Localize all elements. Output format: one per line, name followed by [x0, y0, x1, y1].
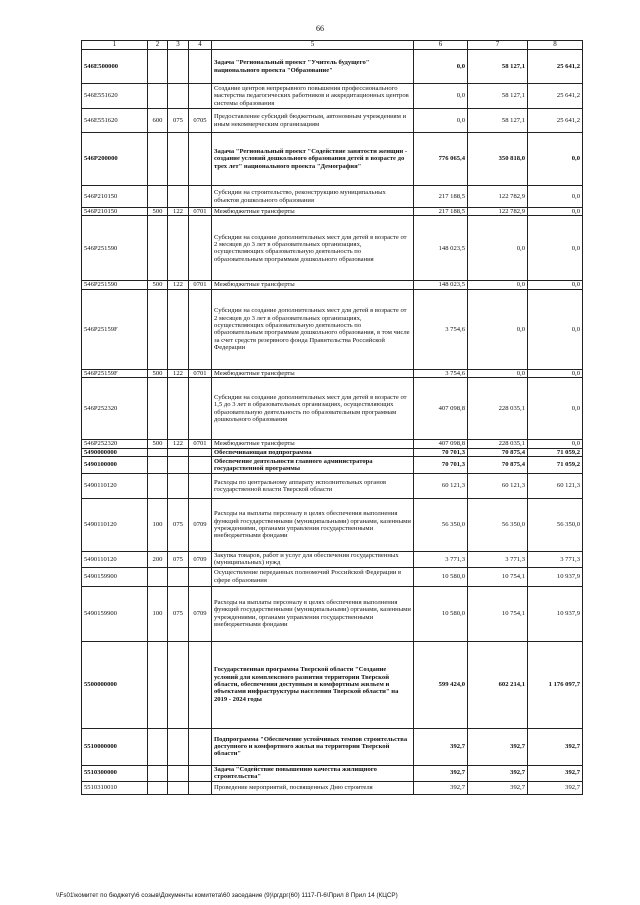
row-section [148, 448, 168, 456]
row-description: Расходы на выплаты персоналу в целях обеспечения выполнения функций государственными (муниципальными) органами, казенными учреждениями, органами управления государственными внебюджетными фондами [212, 498, 414, 551]
row-value-col7: 58 127,1 [468, 84, 528, 109]
row-code: 546P200000 [82, 133, 148, 186]
column-header: 1 [82, 41, 148, 50]
row-subsection [189, 50, 212, 84]
table-row [82, 208, 583, 216]
row-subsection: 0709 [189, 498, 212, 551]
row-description: Задача "Содействие повышению качества жилищного строительства" [212, 765, 414, 781]
row-subsection [189, 378, 212, 440]
row-ministry: 075 [168, 109, 189, 133]
row-section [148, 728, 168, 765]
column-header: 6 [414, 41, 468, 50]
row-section [148, 781, 168, 794]
row-value-col8: 56 350,0 [528, 498, 583, 551]
row-ministry: 075 [168, 498, 189, 551]
row-ministry: 122 [168, 281, 189, 289]
row-value-col8: 1 176 097,7 [528, 641, 583, 728]
row-subsection: 0701 [189, 208, 212, 216]
table-row [82, 728, 583, 765]
row-value-col8: 0,0 [528, 281, 583, 289]
row-value-col7: 0,0 [468, 216, 528, 281]
row-value-col8: 0,0 [528, 378, 583, 440]
row-subsection [189, 641, 212, 728]
row-code: 5490110120 [82, 551, 148, 567]
table-row [82, 378, 583, 440]
row-section [148, 216, 168, 281]
row-value-col8: 392,7 [528, 765, 583, 781]
row-value-col8: 60 121,3 [528, 473, 583, 498]
budget-table [81, 40, 583, 795]
row-ministry: 122 [168, 208, 189, 216]
row-value-col6: 148 023,5 [414, 216, 468, 281]
row-code: 5500000000 [82, 641, 148, 728]
row-subsection [189, 781, 212, 794]
row-code: 546P251590 [82, 216, 148, 281]
row-value-col7: 10 754,1 [468, 567, 528, 586]
row-value-col7: 0,0 [468, 369, 528, 377]
row-value-col8: 25 641,2 [528, 109, 583, 133]
row-ministry [168, 133, 189, 186]
row-section [148, 289, 168, 369]
table-row [82, 641, 583, 728]
row-value-col8: 25 641,2 [528, 84, 583, 109]
table-row [82, 765, 583, 781]
row-ministry: 122 [168, 369, 189, 377]
row-description: Задача "Региональный проект "Учитель будущего" национального проекта "Образование" [212, 50, 414, 84]
row-subsection [189, 567, 212, 586]
row-section: 200 [148, 551, 168, 567]
row-description: Межбюджетные трансферты [212, 369, 414, 377]
row-ministry [168, 641, 189, 728]
row-value-col8: 392,7 [528, 728, 583, 765]
row-value-col6: 56 350,0 [414, 498, 468, 551]
row-code: 546P210150 [82, 186, 148, 208]
row-ministry [168, 84, 189, 109]
row-value-col6: 3 771,3 [414, 551, 468, 567]
row-section [148, 186, 168, 208]
column-header: 7 [468, 41, 528, 50]
row-value-col6: 10 580,0 [414, 567, 468, 586]
row-description: Задача "Региональный проект "Содействие занятости женщин - создание условий дошкольного образования детей в возрасте до трех лет" национального проекта "Демография" [212, 133, 414, 186]
table-row [82, 456, 583, 473]
row-value-col6: 392,7 [414, 781, 468, 794]
row-value-col7: 392,7 [468, 765, 528, 781]
row-code: 5510300000 [82, 765, 148, 781]
row-value-col6: 392,7 [414, 728, 468, 765]
row-section [148, 84, 168, 109]
footer-file-path: \\Fs01\комитет по бюджету\6 созыв\Документы комитета\60 заседание (9)\ргдрг(60) 1117-П-6\Прил 8 Прил 14 (КЦСР) [56, 892, 398, 899]
row-ministry [168, 728, 189, 765]
row-value-col7: 602 214,1 [468, 641, 528, 728]
row-value-col7: 0,0 [468, 281, 528, 289]
row-value-col8: 0,0 [528, 133, 583, 186]
row-ministry [168, 448, 189, 456]
row-value-col7: 392,7 [468, 728, 528, 765]
row-subsection: 0705 [189, 109, 212, 133]
row-section: 500 [148, 369, 168, 377]
row-description: Субсидии на создание дополнительных мест для детей в возрасте от 2 месяцев до 3 лет в образовательных организациях, осуществляющих образовательную деятельность по образовательным программам дошкольного образования, в том числе за счет средств резервного фонда Правительства Российской Федерации [212, 289, 414, 369]
row-subsection [189, 765, 212, 781]
row-ministry [168, 186, 189, 208]
row-value-col6: 407 098,8 [414, 378, 468, 440]
row-subsection [189, 133, 212, 186]
row-value-col7: 122 782,9 [468, 208, 528, 216]
row-subsection [189, 186, 212, 208]
row-subsection: 0701 [189, 281, 212, 289]
row-subsection [189, 216, 212, 281]
row-ministry: 075 [168, 551, 189, 567]
row-code: 546P252320 [82, 440, 148, 448]
row-value-col7: 228 035,1 [468, 378, 528, 440]
row-description: Межбюджетные трансферты [212, 208, 414, 216]
row-code: 546E500000 [82, 50, 148, 84]
table-row [82, 281, 583, 289]
row-value-col7: 58 127,1 [468, 50, 528, 84]
row-value-col8: 25 641,2 [528, 50, 583, 84]
row-code: 546P252320 [82, 378, 148, 440]
row-value-col6: 3 754,6 [414, 369, 468, 377]
row-description: Государственная программа Тверской области "Создание условий для комплексного развития территории Тверской области, обеспечения доступным и комфортным жильем и объектами инфраструктуры населения Тверской области" на 2019 - 2024 годы [212, 641, 414, 728]
row-value-col6: 217 188,5 [414, 208, 468, 216]
row-subsection: 0709 [189, 586, 212, 641]
row-code: 546E551620 [82, 84, 148, 109]
table-row [82, 440, 583, 448]
row-value-col7: 392,7 [468, 781, 528, 794]
row-section [148, 473, 168, 498]
row-value-col7: 60 121,3 [468, 473, 528, 498]
row-value-col8: 0,0 [528, 216, 583, 281]
row-value-col8: 71 059,2 [528, 448, 583, 456]
page-number: 66 [316, 24, 324, 33]
row-value-col6: 3 754,6 [414, 289, 468, 369]
row-description: Предоставление субсидий бюджетным, автономным учреждениям и иным некоммерческим организациям [212, 109, 414, 133]
row-ministry [168, 289, 189, 369]
row-description: Расходы по центральному аппарату исполнительных органов государственной власти Тверской области [212, 473, 414, 498]
table-row [82, 216, 583, 281]
table-row [82, 781, 583, 794]
row-value-col7: 228 035,1 [468, 440, 528, 448]
row-value-col6: 217 188,5 [414, 186, 468, 208]
row-description: Субсидии на создание дополнительных мест для детей в возрасте от 2 месяцев до 3 лет в образовательных организациях, осуществляющих образовательную деятельность по образовательным программам дошкольного образования [212, 216, 414, 281]
table-header-row [82, 41, 583, 50]
row-description: Создание центров непрерывного повышения профессионального мастерства педагогических работников и аккредитационных центров системы образования [212, 84, 414, 109]
row-section [148, 765, 168, 781]
row-value-col8: 71 059,2 [528, 456, 583, 473]
table-row [82, 186, 583, 208]
row-subsection [189, 289, 212, 369]
row-ministry [168, 765, 189, 781]
column-header: 4 [189, 41, 212, 50]
row-value-col6: 70 701,3 [414, 456, 468, 473]
row-section [148, 456, 168, 473]
row-code: 5490000000 [82, 448, 148, 456]
row-ministry [168, 781, 189, 794]
row-value-col7: 58 127,1 [468, 109, 528, 133]
row-subsection [189, 448, 212, 456]
row-description: Межбюджетные трансферты [212, 281, 414, 289]
row-value-col7: 122 782,9 [468, 186, 528, 208]
row-value-col8: 0,0 [528, 289, 583, 369]
row-code: 5510310010 [82, 781, 148, 794]
row-value-col6: 148 023,5 [414, 281, 468, 289]
row-value-col6: 70 701,3 [414, 448, 468, 456]
row-code: 5490110120 [82, 498, 148, 551]
row-section: 500 [148, 440, 168, 448]
row-code: 5510000000 [82, 728, 148, 765]
row-ministry: 122 [168, 440, 189, 448]
row-code: 5490159900 [82, 586, 148, 641]
table-row [82, 448, 583, 456]
row-value-col6: 776 065,4 [414, 133, 468, 186]
row-section: 600 [148, 109, 168, 133]
row-description: Субсидии на строительство, реконструкцию муниципальных объектов дошкольного образования [212, 186, 414, 208]
row-section: 500 [148, 208, 168, 216]
row-value-col8: 10 937,9 [528, 567, 583, 586]
row-description: Проведение мероприятий, посвященных Дню строителя [212, 781, 414, 794]
row-value-col8: 0,0 [528, 440, 583, 448]
row-value-col6: 0,0 [414, 109, 468, 133]
row-value-col7: 56 350,0 [468, 498, 528, 551]
row-value-col7: 70 875,4 [468, 456, 528, 473]
row-code: 546P25159F [82, 369, 148, 377]
row-value-col6: 0,0 [414, 84, 468, 109]
row-description: Обеспечение деятельности главного администратора государственной программы [212, 456, 414, 473]
table-row [82, 567, 583, 586]
row-value-col8: 0,0 [528, 208, 583, 216]
row-value-col8: 3 771,3 [528, 551, 583, 567]
table-row [82, 84, 583, 109]
row-subsection [189, 84, 212, 109]
row-code: 546P25159F [82, 289, 148, 369]
row-description: Подпрограмма "Обеспечение устойчивых темпов строительства доступного и комфортного жилья на территории Тверской области" [212, 728, 414, 765]
row-section: 100 [148, 586, 168, 641]
row-ministry [168, 456, 189, 473]
row-section: 500 [148, 281, 168, 289]
table-row [82, 498, 583, 551]
row-ministry [168, 378, 189, 440]
row-value-col6: 0,0 [414, 50, 468, 84]
row-section [148, 50, 168, 84]
row-value-col7: 10 754,1 [468, 586, 528, 641]
row-description: Межбюджетные трансферты [212, 440, 414, 448]
table-row [82, 50, 583, 84]
column-header: 3 [168, 41, 189, 50]
row-description: Обеспечивающая подпрограмма [212, 448, 414, 456]
row-code: 546P210150 [82, 208, 148, 216]
row-value-col7: 0,0 [468, 289, 528, 369]
row-ministry [168, 567, 189, 586]
table-row [82, 109, 583, 133]
row-value-col8: 0,0 [528, 369, 583, 377]
row-code: 5490100000 [82, 456, 148, 473]
row-description: Осуществление переданных полномочий Российской Федерации в сфере образования [212, 567, 414, 586]
table-row [82, 133, 583, 186]
row-description: Субсидии на создание дополнительных мест для детей в возрасте от 1,5 до 3 лет в образовательных организациях, осуществляющих образовательную деятельность по образовательным программам дошкольного образования [212, 378, 414, 440]
row-value-col7: 3 771,3 [468, 551, 528, 567]
row-value-col8: 0,0 [528, 186, 583, 208]
row-subsection: 0701 [189, 369, 212, 377]
row-value-col6: 392,7 [414, 765, 468, 781]
row-value-col6: 599 424,0 [414, 641, 468, 728]
row-description: Закупка товаров, работ и услуг для обеспечения государственных (муниципальных) нужд [212, 551, 414, 567]
row-ministry [168, 216, 189, 281]
row-value-col7: 70 875,4 [468, 448, 528, 456]
row-value-col6: 10 580,0 [414, 586, 468, 641]
row-subsection [189, 456, 212, 473]
column-header: 5 [212, 41, 414, 50]
row-value-col6: 407 098,8 [414, 440, 468, 448]
table-row [82, 289, 583, 369]
row-section: 100 [148, 498, 168, 551]
row-ministry: 075 [168, 586, 189, 641]
table-row [82, 586, 583, 641]
row-code: 546P251590 [82, 281, 148, 289]
table-row [82, 369, 583, 377]
row-section [148, 378, 168, 440]
row-ministry [168, 50, 189, 84]
row-subsection: 0701 [189, 440, 212, 448]
row-section [148, 641, 168, 728]
row-section [148, 133, 168, 186]
row-description: Расходы на выплаты персоналу в целях обеспечения выполнения функций государственными (муниципальными) органами, казенными учреждениями, органами управления государственными внебюджетными фондами [212, 586, 414, 641]
row-section [148, 567, 168, 586]
row-subsection [189, 473, 212, 498]
column-header: 8 [528, 41, 583, 50]
row-code: 546E551620 [82, 109, 148, 133]
row-value-col7: 350 818,0 [468, 133, 528, 186]
row-value-col6: 60 121,3 [414, 473, 468, 498]
row-subsection: 0709 [189, 551, 212, 567]
row-code: 5490159900 [82, 567, 148, 586]
row-ministry [168, 473, 189, 498]
row-code: 5490110120 [82, 473, 148, 498]
row-value-col8: 392,7 [528, 781, 583, 794]
row-value-col8: 10 937,9 [528, 586, 583, 641]
table-row [82, 551, 583, 567]
column-header: 2 [148, 41, 168, 50]
table-row [82, 473, 583, 498]
row-subsection [189, 728, 212, 765]
